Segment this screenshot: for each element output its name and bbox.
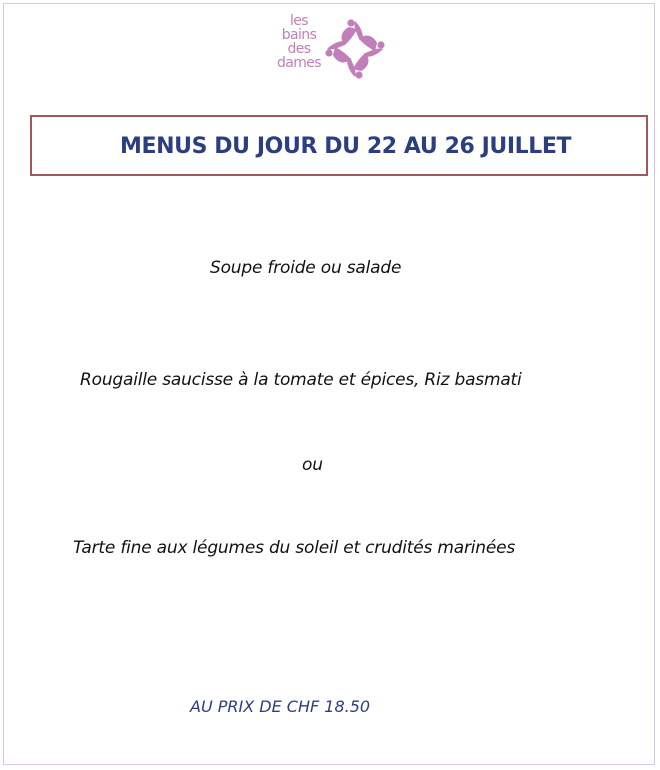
dancing-figures-logo-icon	[322, 16, 388, 82]
price-label: AU PRIX DE CHF 18.50	[190, 697, 371, 716]
logo-line: les	[290, 13, 308, 29]
menu-main-1: Rougaille saucisse à la tomate et épices, Riz basmati	[80, 370, 522, 390]
title-box	[30, 115, 648, 176]
logo	[270, 14, 390, 84]
logo-wordmark	[270, 14, 328, 70]
menu-main-2: Tarte fine aux légumes du soleil et crudités marinées	[73, 538, 516, 558]
page-title: MENUS DU JOUR DU 22 AU 26 JUILLET	[120, 134, 572, 159]
logo-line: dames	[276, 55, 321, 71]
menu-separator: ou	[302, 455, 323, 475]
logo-line: bains	[281, 27, 317, 43]
logo-line: des	[287, 41, 311, 57]
menu-starter: Soupe froide ou salade	[210, 258, 402, 278]
